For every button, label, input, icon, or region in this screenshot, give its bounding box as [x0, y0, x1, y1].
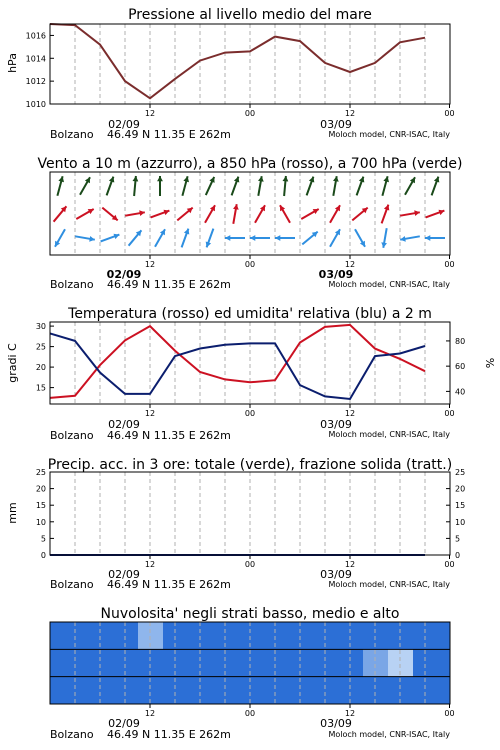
- x-tick-label: 00: [444, 109, 455, 118]
- series: [54, 176, 445, 248]
- date-label: 03/09: [320, 568, 352, 581]
- wind-arrow: [76, 209, 93, 219]
- plot-frame: [50, 322, 450, 404]
- wind-arrow: [129, 230, 142, 245]
- x-ticks: [145, 555, 455, 569]
- wind-arrow: [206, 229, 214, 248]
- location-coords: 46.49 N 11.35 E 262m: [107, 728, 231, 741]
- date-label: 03/09: [320, 118, 352, 131]
- wind-arrow: [258, 176, 264, 196]
- date-label: 02/09: [108, 717, 140, 730]
- location-name: Bolzano: [50, 728, 94, 741]
- location-coords: 46.49 N 11.35 E 262m: [107, 128, 231, 141]
- wind-arrow: [54, 206, 67, 221]
- chart-title: Pressione al livello medio del mare: [128, 7, 372, 23]
- arrow-head: [157, 176, 163, 181]
- y-tick-label: 1012: [25, 77, 46, 87]
- y-tick-label: 5: [455, 534, 461, 544]
- chart-title: Vento a 10 m (azzurro), a 850 hPa (rosso), a 700 hPa (verde): [37, 156, 463, 172]
- wind-arrow: [205, 205, 215, 222]
- wind-arrow: [177, 208, 192, 221]
- panel-precipitation: [6, 457, 465, 591]
- location-name: Bolzano: [50, 128, 94, 141]
- x-tick-label: 12: [344, 409, 356, 418]
- x-tick-label: 00: [444, 560, 455, 569]
- wind-arrow: [381, 228, 387, 248]
- wind-arrow: [250, 235, 270, 241]
- wind-arrow: [151, 210, 170, 218]
- location-name: Bolzano: [50, 278, 94, 291]
- wind-arrow: [155, 229, 165, 246]
- x-tick-label: 00: [244, 260, 256, 269]
- grid: [75, 472, 425, 555]
- x-tick-label: 12: [344, 560, 356, 569]
- wind-arrow: [357, 177, 365, 196]
- date-label: 03/09: [318, 268, 354, 281]
- x-tick-label: 12: [144, 409, 156, 418]
- wind-arrow: [102, 208, 117, 221]
- x-tick-label: 12: [144, 109, 156, 118]
- y-axis-label: hPa: [6, 53, 19, 73]
- y-tick-label: 0: [455, 551, 461, 560]
- model-credit: Moloch model, CNR-ISAC, Italy: [328, 280, 450, 289]
- date-label: 03/09: [320, 418, 352, 431]
- footer: [50, 268, 450, 291]
- model-credit: Moloch model, CNR-ISAC, Italy: [328, 130, 450, 139]
- wind-arrow: [333, 176, 339, 196]
- wind-arrow: [206, 177, 215, 195]
- y-tick-label: 15: [35, 383, 46, 393]
- y-tick-label: 20: [455, 484, 466, 494]
- y-tick-label: 25: [455, 468, 466, 477]
- panel-wind: [37, 156, 462, 291]
- arrow-head: [225, 235, 230, 241]
- arrow-head: [283, 176, 289, 182]
- wind-arrow: [405, 177, 415, 194]
- location-coords: 46.49 N 11.35 E 262m: [107, 278, 231, 291]
- wind-arrow: [125, 210, 145, 216]
- wind-arrow: [400, 236, 420, 242]
- wind-arrow: [426, 210, 445, 218]
- y-tick-label: 20: [35, 484, 46, 494]
- wind-arrow: [301, 209, 318, 219]
- x-tick-label: 00: [244, 109, 256, 118]
- wind-arrow: [352, 208, 367, 221]
- model-credit: Moloch model, CNR-ISAC, Italy: [328, 430, 450, 439]
- x-tick-label: 00: [444, 409, 455, 418]
- chart-title: Temperatura (rosso) ed umidita' relativa (blu) a 2 m: [68, 306, 432, 322]
- series: [50, 24, 425, 98]
- wind-arrow: [225, 235, 245, 241]
- y-tick-label: 10: [35, 517, 46, 527]
- y-tick-label: 80: [455, 336, 466, 346]
- wind-arrow: [57, 176, 64, 195]
- panel-pressure: [6, 7, 455, 141]
- plot-frame: [50, 24, 450, 104]
- wind-arrow: [283, 176, 289, 196]
- y-tick-label: 30: [35, 322, 46, 332]
- panel-temperature-humidity: [6, 306, 496, 442]
- footer: [50, 418, 450, 442]
- y-tick-label: 25: [35, 342, 46, 352]
- wind-arrow: [425, 235, 445, 241]
- x-tick-label: 00: [444, 709, 455, 718]
- wind-arrow: [133, 176, 139, 196]
- wind-arrow: [75, 236, 95, 242]
- date-label: 02/09: [108, 568, 140, 581]
- x-ticks: [145, 255, 455, 269]
- chart-title: Nuvolosita' negli strati basso, medio e alto: [100, 606, 400, 622]
- y-axis-label: gradi C: [6, 343, 19, 383]
- date-label: 02/09: [106, 268, 142, 281]
- y-tick-label: 1010: [25, 100, 46, 109]
- wind-arrow: [80, 177, 90, 194]
- y-tick-label: 25: [35, 468, 46, 477]
- x-tick-label: 12: [144, 260, 156, 269]
- x-tick-label: 12: [144, 560, 156, 569]
- wind-arrow: [302, 232, 317, 245]
- y-tick-label: 5: [40, 534, 46, 544]
- wind-arrow: [280, 205, 290, 222]
- x-ticks: [145, 104, 455, 118]
- date-label: 02/09: [108, 418, 140, 431]
- arrow-head: [133, 176, 139, 182]
- arrow-head: [250, 235, 255, 241]
- wind-arrow: [275, 235, 295, 241]
- date-label: 02/09: [108, 118, 140, 131]
- wind-arrow: [400, 210, 420, 216]
- y-axis-label: mm: [6, 502, 19, 524]
- wind-arrow: [233, 204, 239, 224]
- wind-arrow: [182, 229, 190, 248]
- wind-arrow: [55, 229, 65, 246]
- x-tick-label: 12: [344, 109, 356, 118]
- wind-arrow: [432, 177, 440, 196]
- x-tick-label: 00: [244, 709, 256, 718]
- y-ticks: [36, 322, 54, 393]
- y-ticks-right: [446, 468, 465, 560]
- y-tick-label: 10: [455, 517, 466, 527]
- y-tick-label: 1016: [25, 31, 46, 41]
- series: [50, 325, 425, 399]
- chart-title: Precip. acc. in 3 ore: totale (verde), frazione solida (tratt.): [47, 457, 453, 473]
- y-tick-label: 0: [40, 551, 46, 560]
- wind-arrow: [307, 177, 315, 196]
- y-axis-label-right: %: [483, 357, 496, 369]
- y-tick-label: 60: [455, 362, 466, 372]
- location-coords: 46.49 N 11.35 E 262m: [107, 578, 231, 591]
- temperature-line: [50, 325, 425, 398]
- wind-arrow: [232, 177, 240, 196]
- x-tick-label: 00: [244, 409, 256, 418]
- x-tick-label: 12: [344, 709, 356, 718]
- footer: [50, 717, 450, 741]
- y-ticks-right: [446, 337, 465, 396]
- y-tick-label: 40: [455, 387, 466, 397]
- y-tick-label: 15: [35, 501, 46, 511]
- y-tick-label: 15: [455, 501, 466, 511]
- wind-arrow: [355, 229, 365, 246]
- grid: [75, 322, 425, 404]
- x-ticks: [145, 704, 455, 718]
- footer: [50, 118, 450, 141]
- model-credit: Moloch model, CNR-ISAC, Italy: [328, 580, 450, 589]
- x-tick-label: 00: [444, 260, 455, 269]
- wind-arrow: [101, 234, 120, 242]
- grid: [75, 172, 425, 255]
- wind-arrow: [182, 176, 189, 195]
- arrow-head: [275, 235, 280, 241]
- x-tick-label: 12: [144, 709, 156, 718]
- wind-arrow: [382, 205, 390, 224]
- wind-arrow: [382, 176, 389, 195]
- date-label: 03/09: [320, 717, 352, 730]
- arrow-head: [425, 235, 430, 241]
- heatmap-cells: [50, 622, 450, 704]
- wind-arrow: [330, 205, 340, 222]
- y-tick-label: 1014: [25, 54, 46, 64]
- wind-arrow: [157, 176, 163, 196]
- location-coords: 46.49 N 11.35 E 262m: [107, 429, 231, 442]
- y-tick-label: 20: [35, 363, 46, 373]
- y-ticks: [36, 468, 54, 560]
- model-credit: Moloch model, CNR-ISAC, Italy: [328, 730, 450, 739]
- x-ticks: [145, 404, 455, 418]
- location-name: Bolzano: [50, 429, 94, 442]
- wind-arrow: [255, 205, 265, 222]
- panel-cloud-cover: [50, 606, 455, 741]
- wind-arrow: [330, 229, 340, 246]
- location-name: Bolzano: [50, 578, 94, 591]
- pressure-line: [50, 24, 425, 98]
- x-tick-label: 12: [344, 260, 356, 269]
- x-tick-label: 00: [244, 560, 256, 569]
- wind-arrow: [107, 177, 115, 196]
- footer: [50, 568, 450, 591]
